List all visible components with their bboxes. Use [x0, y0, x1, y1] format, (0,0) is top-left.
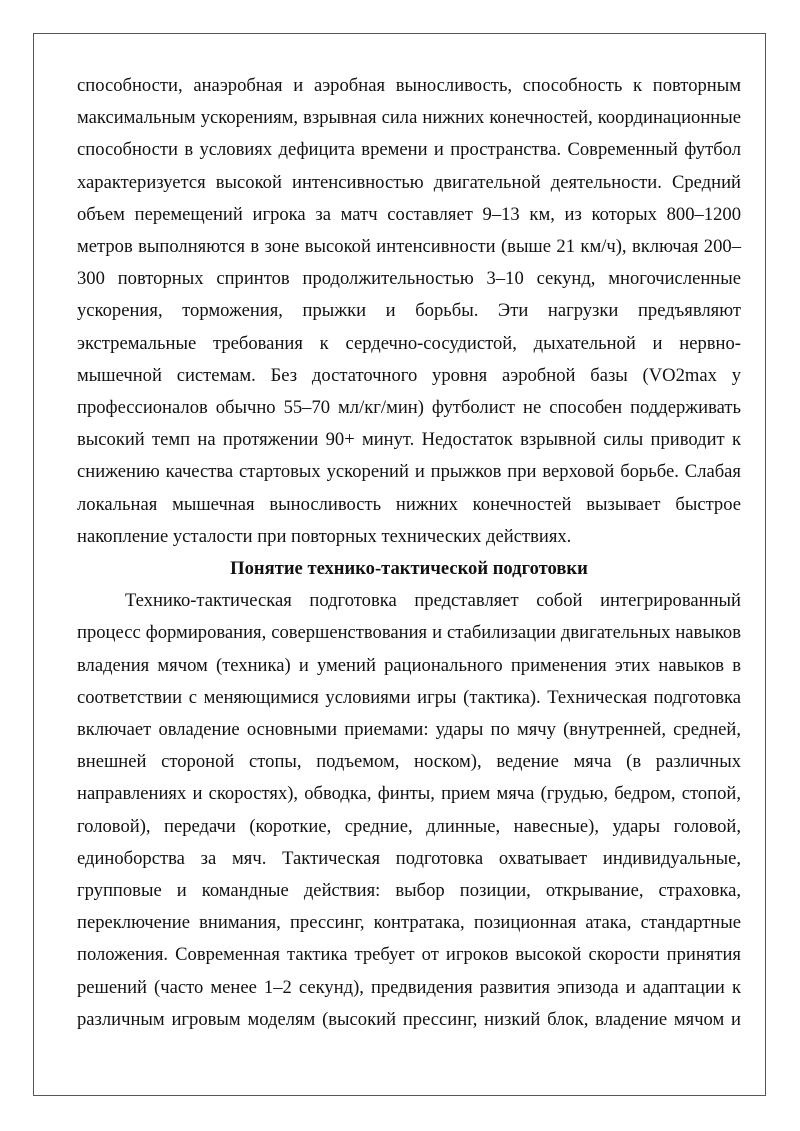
- document-body: [77, 70, 741, 1036]
- body-paragraph-2: Технико-тактическая подготовка представляет собой интегрированный процесс формирования, совершенствования и стабилизации двигательных навыков владения мячом (техника) и умений рационального применения этих навыков в соответствии с меняющимися условиями игры (тактика). Техническая подготовка включает овладение основными приемами: удары по мячу (внутренней, средней, внешней стороной стопы, подъемом, носком), ведение мяча (в различных направлениях и скоростях), обводка, финты, прием мяча (грудью, бедром, стопой, головой), передачи (короткие, средние, длинные, навесные), удары головой, единоборства за мяч. Тактическая подготовка охватывает индивидуальные, групповые и командные действия: выбор позиции, открывание, страховка, переключение внимания, прессинг, контратака, позиционная атака, стандартные положения. Современная тактика требует от игроков высокой скорости принятия решений (часто менее 1–2 секунд), предвидения развития эпизода и адаптации к различным игровым моделям (высокий прессинг, низкий блок, владение мячом и: [77, 590, 741, 1030]
- body-paragraph-1: способности, анаэробная и аэробная выносливость, способность к повторным максимальным ускорениям, взрывная сила нижних конечностей, координационные способности в условиях дефицита времени и пространства. Современный футбол характеризуется высокой интенсивностью двигательной деятельности. Средний объем перемещений игрока за матч составляет 9–13 км, из которых 800–1200 метров выполняются в зоне высокой интенсивности (выше 21 км/ч), включая 200–300 повторных спринтов продолжительностью 3–10 секунд, многочисленные ускорения, торможения, прыжки и борьбы. Эти нагрузки предъявляют экстремальные требования к сердечно-сосудистой, дыхательной и нервно-мышечной системам. Без достаточного уровня аэробной базы (VO2max у профессионалов обычно 55–70 мл/кг/мин) футболист не способен поддерживать высокий темп на протяжении 90+ минут. Недостаток взрывной силы приводит к снижению качества стартовых ускорений и прыжков при верховой борьбе. Слабая локальная мышечная выносливость нижних конечностей вызывает быстрое накопление усталости при повторных технических действиях.: [77, 75, 741, 547]
- section-heading: Понятие технико-тактической подготовки: [230, 558, 588, 580]
